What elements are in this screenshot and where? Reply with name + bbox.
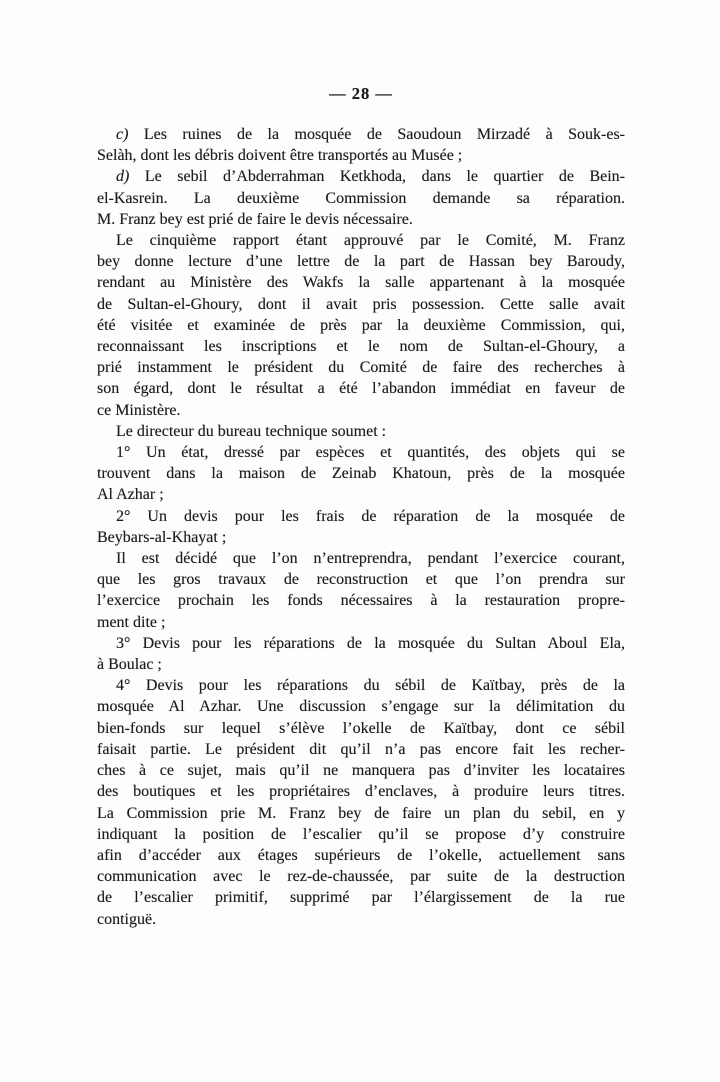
text-line: Le cinquième rapport étant approuvé par le Comité, M. Franz xyxy=(116,232,625,250)
text-line: bey donne lecture d’une lettre de la part de Hassan bey Baroudy, xyxy=(97,253,625,271)
text-line: de l’escalier primitif, supprimé par l’élargissement de la rue xyxy=(97,889,625,907)
text-line: afin d’accéder aux étages supérieurs de l’okelle, actuellement sans xyxy=(97,846,625,864)
text-line: été visitée et examinée de près par la deuxième Commission, qui, xyxy=(97,316,625,334)
text-line: l’exercice prochain les fonds nécessaires à la restauration propre- xyxy=(97,592,625,610)
text-line: d) Le sebil d’Abderrahman Ketkhoda, dans le quartier de Bein- xyxy=(116,168,625,186)
text-line: Il est décidé que l’on n’entreprendra, pendant l’exercice courant, xyxy=(116,550,625,568)
text-line: M. Franz bey est prié de faire le devis nécessaire. xyxy=(97,210,413,228)
text-line: à Boulac ; xyxy=(97,656,162,674)
text-line: ce Ministère. xyxy=(97,401,181,419)
text-line: prié instamment le président du Comité de faire des recherches à xyxy=(97,359,625,377)
text-line: son égard, dont le résultat a été l’abandon immédiat en faveur de xyxy=(97,380,625,398)
text-line: contiguë. xyxy=(97,910,157,928)
text-line: Beybars-al-Khayat ; xyxy=(97,528,227,546)
text-line: Le directeur du bureau technique soumet : xyxy=(116,422,387,440)
text-line: reconnaissant les inscriptions et le nom de Sultan-el-Ghoury, a xyxy=(97,338,625,356)
text-line: 2° Un devis pour les frais de réparation de la mosquée de xyxy=(116,507,625,525)
text-line: des boutiques et les propriétaires d’enclaves, à produire leurs titres. xyxy=(97,783,625,801)
text-line: que les gros travaux de reconstruction et que l’on prendra sur xyxy=(97,571,625,589)
text-line: c) Les ruines de la mosquée de Saoudoun Mirzadé à Souk-es- xyxy=(116,126,625,143)
text-block xyxy=(97,124,625,930)
text-line: de Sultan-el-Ghoury, dont il avait pris possession. Cette salle avait xyxy=(97,295,625,313)
text-line: 4° Devis pour les réparations du sébil de Kaïtbay, près de la xyxy=(116,677,625,695)
text-line: trouvent dans la maison de Zeinab Khatoun, près de la mosquée xyxy=(97,465,625,483)
text-line: el-Kasrein. La deuxième Commission demande sa réparation. xyxy=(97,189,625,207)
text-line: ment dite ; xyxy=(97,613,166,631)
text-line: bien-fonds sur lequel s’élève l’okelle de Kaïtbay, dont ce sébil xyxy=(97,719,625,737)
text-line: 1° Un état, dressé par espèces et quantités, des objets qui se xyxy=(116,444,625,462)
text-line: Al Azhar ; xyxy=(97,486,164,504)
italic-list-marker: c) xyxy=(116,126,129,143)
text-line: indiquant la position de l’escalier qu’il se propose d’y construire xyxy=(97,825,625,843)
text-line: communication avec le rez-de-chaussée, par suite de la destruction xyxy=(97,868,625,886)
text-line: La Commission prie M. Franz bey de faire un plan du sebil, en y xyxy=(97,804,625,822)
page-number: — 28 — xyxy=(329,84,393,103)
text-line: faisait partie. Le président dit qu’il n’a pas encore fait les recher- xyxy=(97,740,625,758)
italic-list-marker: d) xyxy=(116,168,130,186)
text-line: ches à ce sujet, mais qu’il ne manquera pas d’inviter les locataires xyxy=(97,762,625,780)
text-line: Selàh, dont les débris doivent être transportés au Musée ; xyxy=(97,147,463,165)
text-line: 3° Devis pour les réparations de la mosquée du Sultan Aboul Ela, xyxy=(116,634,625,652)
text-line: rendant au Ministère des Wakfs la salle appartenant à la mosquée xyxy=(97,274,625,292)
text-line: mosquée Al Azhar. Une discussion s’engage sur la délimitation du xyxy=(97,698,625,716)
